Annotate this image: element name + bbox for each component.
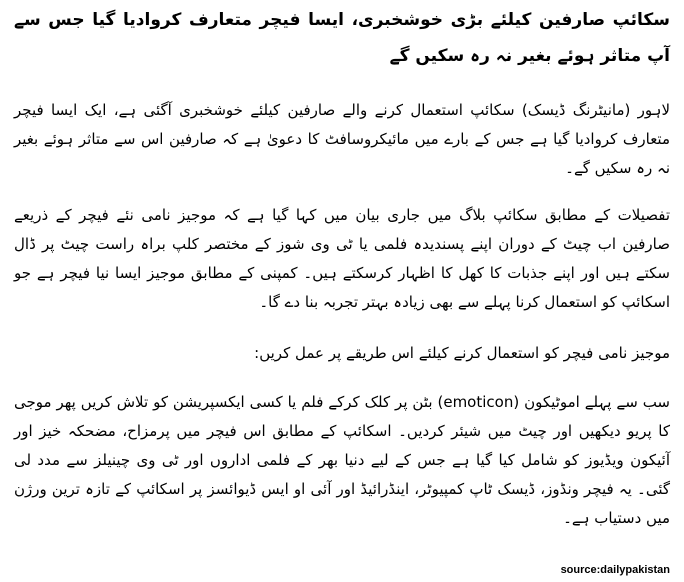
source-credit: source:dailypakistan <box>560 564 670 576</box>
article-paragraph-steps: سب سے پہلے اموٹیکون (emoticon) بٹن پر کلک کرکے فلم یا کسی ایکسپریشن کو تلاش کریں پھر موجی کا پریو دیکھیں اور چیٹ میں شیئر کردیں۔ اسکائپ کے مطابق اس فیچر میں پرمزاح، مضحکہ خیز اور آئیکون ویڈیوز کو شامل کیا گیا ہے جس کے لیے دنیا بھر کے فلمی اداروں اور ٹی وی چینیلز سے مدد لی گئی۔ یہ فیچر ونڈوز، ڈیسک ٹاپ کمپیوٹر، اینڈرائیڈ اور آئی او ایس ڈیوائسز پر اسکائپ کے تازہ ترین ورژن میں دستیاب ہے۔ <box>14 393 670 527</box>
article-headline: سکائپ صارفین کیلئے بڑی خوشخبری، ایسا فیچر متعارف کروادیا گیا جس سے آپ متاثر ہوئے بغیر نہ رہ سکیں گے <box>14 10 670 66</box>
article-paragraph-instructions-heading: موجیز نامی فیچر کو استعمال کرنے کیلئے اس طریقے پر عمل کریں: <box>254 344 670 362</box>
article-body <box>14 2 670 555</box>
article-paragraph-details: تفصیلات کے مطابق سکائپ بلاگ میں جاری بیان میں کہا گیا ہے کہ موجیز نامی نئے فیچر کے ذریعے صارفین اب چیٹ کے دوران اپنے پسندیدہ فلمی یا ٹی وی شوز کے مختصر کلپ براہ راست چیٹ پر ڈال سکتے ہیں اور اپنے جذبات کا کھل کا اظہار کرسکتے ہیں۔ کمپنی کے مطابق موجیز ایسا نیا فیچر ہے جو اسکائپ کو استعمال کرنا پہلے سے بھی زیادہ بہتر تجربہ بنا دے گا۔ <box>14 206 670 311</box>
article-paragraph-intro: لاہور (مانیٹرنگ ڈیسک) سکائپ استعمال کرنے والے صارفین کیلئے خوشخبری آگئی ہے، ایک ایسا فیچر متعارف کروادیا گیا ہے جس کے بارے میں مائیکروسافٹ کا دعویٰ ہے کہ صارفین اس سے متاثر ہوئے بغیر نہ رہ سکیں گے۔ <box>14 101 670 177</box>
